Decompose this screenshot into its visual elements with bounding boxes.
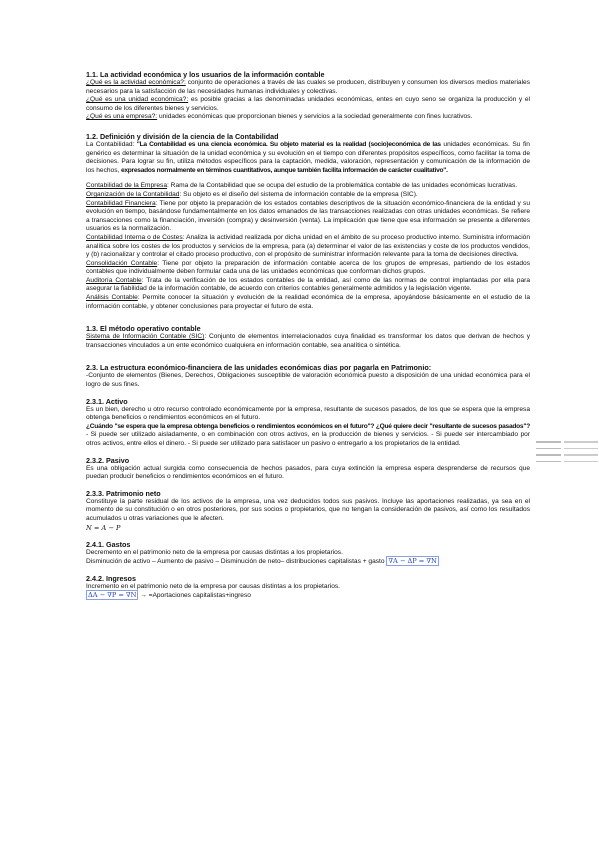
question: ¿Cuándo "se espera que la empresa obtenga beneficios o rendimientos económicos en el futuro"? ¿Qué quiere decir "resultante de sucesos pasados"? <box>86 422 530 430</box>
definition-body: unidades económicas. Su fin genérico es determinar la situación de la unidad económica y su evolución en el tiempo con diferentes propósitos específicos, como facilitar la toma de decisiones. Para lograr su fin, utiliza métodos específicos para la captación, medida, valoración, representación y comunicación de la información de los hechos, <box>86 140 530 174</box>
subheading-gastos <box>86 540 530 549</box>
subheading-title: Ingresos <box>105 573 136 583</box>
answer: - Si puede ser utilizado aisladamente, o en combinación con otros activos, en la producción de bienes y servicios. - Si puede ser intercambiado por otros activos, entre ellos el dinero. - Si puede ser utilizado para satisfacer un pasivo o entregarlo a los propietarios de la entidad. <box>86 431 530 447</box>
section-heading-1-1: 1.1. La actividad económica y los usuarios de la información contable <box>86 70 325 79</box>
section-heading-1-3: 1.3. El método operativo contable <box>86 324 201 334</box>
paragraph-pasivo: Es una obligación actual surgida como consecuencia de hechos pasados, para cuya extinción la empresa espera desprenderse de recursos que puedan producir beneficios o rendimientos económicos en el futuro. <box>86 464 530 481</box>
term-text: : Trata de la verificación de los estados contables de la entidad, así como de las normas de control implantadas por ella para asegurar la fiabilidad de la información contable, de acuerdo con criterios contables generalmente admitidos y la legislación vigente. <box>86 276 530 293</box>
question: ¿Qué es la actividad económica?: <box>86 79 186 86</box>
term-text: : Tiene por objeto la preparación de información contable acerca de los grupos de empresas, partiendo de los estados contables que individualmente deben formular cada una de las unidades económicas que conforman dichos grupos. <box>86 259 530 276</box>
paragraph-patrimonio: -Conjunto de elementos (Bienes, Derechos, Obligaciones susceptible de valoración económica puesto a disposición de una unidad económica para el logro de sus fines. <box>86 372 530 389</box>
section-heading-1-2: 1.2. Definición y división de la ciencia de la Contabilidad <box>86 131 279 141</box>
term-paragraph <box>86 294 530 311</box>
paragraph-gastos: Decremento en el patrimonio neto de la empresa por causas distintas a los propietarios. <box>86 548 343 556</box>
subheading-pasivo <box>86 456 530 465</box>
subheading-patrimonio-neto <box>86 489 530 498</box>
term: Organización de la Contabilidad <box>86 190 180 198</box>
definition-label: La Contabilidad: <box>86 140 135 148</box>
margin-scribble <box>536 448 598 450</box>
formula-gastos: ∇A − ΔP = ∇N <box>388 557 437 566</box>
document-page <box>86 70 530 601</box>
term-paragraph <box>86 200 530 234</box>
term-text: : Rama de la Contabilidad que se ocupa del estudio de la problemática contable de las unidades económicas lucrativas. <box>167 182 518 190</box>
term-paragraph <box>86 234 530 260</box>
term: Contabilidad de la Empresa <box>86 182 168 190</box>
arrow-icon: → <box>138 592 149 600</box>
definition-quote: "La Contabilidad es una ciencia económica. Su objeto material es la realidad (socio)económica de las <box>134 140 441 148</box>
paragraph-activo: Es un bien, derecho u otro recurso controlado económicamente por la empresa, resultante de sucesos pasados, de los que se espera que la empresa obtenga beneficios o rendimientos económicos en el futuro. <box>86 405 530 422</box>
paragraph-sic <box>86 333 530 350</box>
paragraph-definition-contabilidad <box>86 141 530 175</box>
term-paragraph <box>86 191 530 200</box>
term: Sistema de Información Contable (SIC) <box>86 333 205 341</box>
subheading-title: Patrimonio neto <box>105 488 161 498</box>
answer: unidades económicas que proporcionan bienes y servicios a la sociedad generalmente con fines lucrativos. <box>157 113 473 121</box>
subheading-number: 2.3.1. <box>86 396 106 406</box>
paragraph-ingresos-line <box>86 591 530 601</box>
question: ¿Qué es una unidad económica?: <box>86 96 189 104</box>
term: Análisis Contable <box>86 294 138 302</box>
subheading-title: Activo <box>105 396 128 406</box>
formula-ingresos: ΔA − ∇P = ∇N <box>88 591 137 600</box>
subheading-activo <box>86 397 530 406</box>
term-paragraph <box>86 260 530 277</box>
term-text: : Permite conocer la situación y evolución de la realidad económica de la empresa, apoyándose básicamente en el estudio de la información contable, y obtener conclusiones para proyectar el futuro de esta. <box>86 294 530 310</box>
term: Contabilidad Interna o de Costes <box>86 233 183 241</box>
margin-scribble <box>536 441 598 443</box>
term-paragraph <box>86 182 530 191</box>
subheading-number: 2.4.2. <box>86 573 106 583</box>
definition-quote-end: expresados normalmente en términos cuantitativos, aunque también facilita información de carácter cualitativo". <box>119 166 448 174</box>
term: Contabilidad Financiera <box>86 199 156 207</box>
paragraph-empresa <box>86 113 530 122</box>
subheading-title: Pasivo <box>105 455 130 465</box>
paragraph-patrimonio-neto: Constituye la parte residual de los activos de la empresa, una vez deducidos todos sus pasivos. Incluye las aportaciones realizadas, ya sea en el momento de su constitución o en otros posteriores, por sus socios o propietarios, que no tengan la consideración de pasivos, así como los resultados acumulados u otras variaciones que le afecten. <box>86 497 530 522</box>
term-text: : Conjunto de elementos interrelacionados cuya finalidad es transformar los datos que derivan de hechos y transacciones vinculados a un ente económico cualquiera en información contable, sea analítica o sintética. <box>86 333 531 349</box>
section-heading-2-3: 2.3. La estructura económico-financiera de las unidades económicas dias por pagarla en Patrimonio: <box>86 363 432 373</box>
paragraph-ingresos: Incremento en el patrimonio neto de la empresa por causas distintas a los propietarios. <box>86 582 340 590</box>
question: ¿Qué es una empresa?: <box>86 113 158 121</box>
answer: es posible gracias a las denominadas unidades económicas, entes en cuyo seno se organiza la producción y el consumo de los diferentes bienes y servicios. <box>86 96 530 112</box>
formula-patrimonio-neto: N = A − P <box>86 523 121 532</box>
subheading-title: Gastos <box>105 539 131 549</box>
subheading-number: 2.3.3. <box>86 488 106 498</box>
margin-scribble <box>536 461 598 463</box>
term: Auditoría Contable <box>86 276 142 284</box>
margin-scribble <box>536 454 598 456</box>
term-text: : Su objeto es el diseño del sistema de información contable de la empresa (SIC). <box>179 190 418 198</box>
term-text: : Tiene por objeto la preparación de los estados contables descriptivos de la situación económico-financiera de la entidad y su evolución en tiempo, basándose fundamentalmente en los datos emanados de las transacciones realizadas con otras unidades económicas. Se refiere a transacciones como la financiación, inversión (compra) y desinversión (venta). La implicación que tiene que esa información se presente a diferentes usuarios es la normalización. <box>86 199 531 233</box>
margin-annotation-lines <box>536 437 598 467</box>
gastos-line-text: Disminución de activo – Aumento de pasivo – Disminución de neto– distribuciones capitalistas + gasto <box>86 558 385 566</box>
term-paragraph <box>86 277 530 294</box>
term: Consolidación Contable <box>86 259 158 267</box>
answer: conjunto de operaciones a través de las cuales se producen, distribuyen y consumen los diversos medios materiales necesarios para la satisfacción de las necesidades humanas individuales y colectivas. <box>86 79 531 95</box>
ingresos-line-text: =Aportaciones capitalistas+ingreso <box>148 592 251 600</box>
paragraph-actividad-economica <box>86 79 530 96</box>
subheading-ingresos <box>86 574 530 583</box>
subheading-number: 2.3.2. <box>86 455 106 465</box>
subheading-number: 2.4.1. <box>86 539 106 549</box>
paragraph-activo-question <box>86 423 530 449</box>
paragraph-gastos-line <box>86 557 530 567</box>
term-text: : Analiza la actividad realizada por dicha unidad en el ámbito de su proceso productivo interno. Suministra información analítica sobre los costes de los productos y servicios de la empresa, para (a) determinar el valor de las existencias y coste de los productos vendidos, y (b) racionalizar y controlar el citado proceso productivo, con el propósito de suministrar información relevante para la toma de decisiones directiva. <box>86 233 530 259</box>
paragraph-unidad-economica <box>86 96 530 113</box>
